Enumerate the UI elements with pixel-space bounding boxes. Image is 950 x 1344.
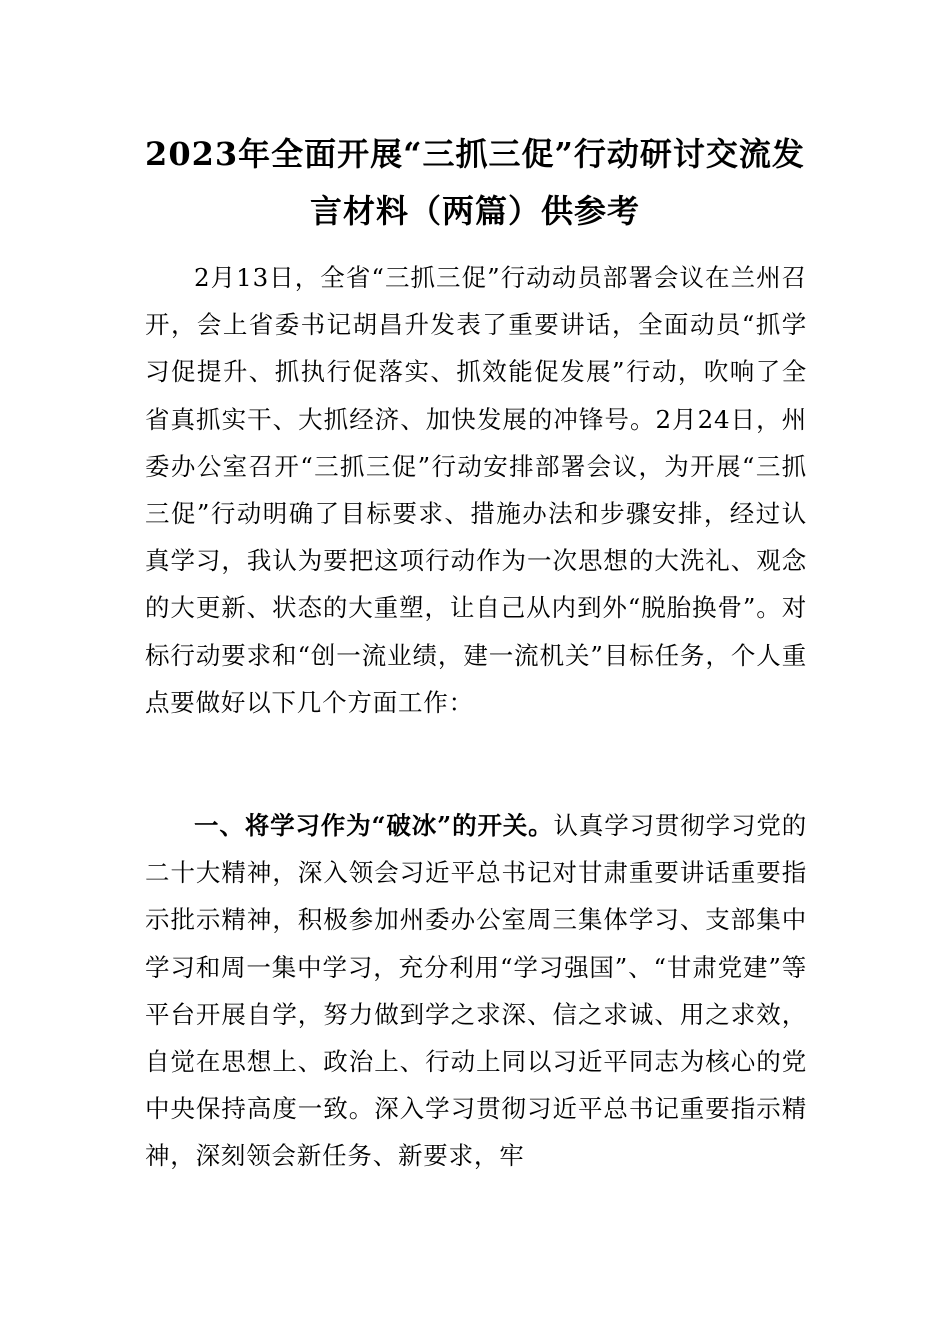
paragraph-intro bbox=[145, 254, 807, 726]
section-one-text: 认真学习贯彻学习党的二十大精神，深入领会习近平总书记对甘肃重要讲话重要指示批示精神，积极参加州委办公室周三集体学习、支部集中学习和周一集中学习，充分利用“学习强国”、“甘肃党建”等平台开展自学，努力做到学之求深、信之求诚、用之求效，自觉在思想上、政治上、行动上同以习近平同志为核心的党中央保持高度一致。深入学习贯彻习近平总书记重要指示精神，深刻领会新任务、新要求，牢 bbox=[145, 811, 808, 1171]
paragraph-intro-text: 2月13日，全省“三抓三促”行动动员部署会议在兰州召开，会上省委书记胡昌升发表了重要讲话，全面动员“抓学习促提升、抓执行促落实、抓效能促发展”行动，吹响了全省真抓实干、大抓经济、加快发展的冲锋号。2月24日，州委办公室召开“三抓三促”行动安排部署会议，为开展“三抓三促”行动明确了目标要求、措施办法和步骤安排，经过认真学习，我认为要把这项行动作为一次思想的大洗礼、观念的大更新、状态的大重塑，让自己从内到外“脱胎换骨”。对标行动要求和“创一流业绩，建一流机关”目标任务，个人重点要做好以下几个方面工作： bbox=[145, 263, 807, 717]
section-one-heading: 一、将学习作为“破冰”的开关。 bbox=[194, 811, 554, 840]
document-title: 2023年全面开展“三抓三促”行动研讨交流发言材料（两篇）供参考 bbox=[145, 135, 805, 230]
paragraph-section-one bbox=[145, 802, 807, 1180]
